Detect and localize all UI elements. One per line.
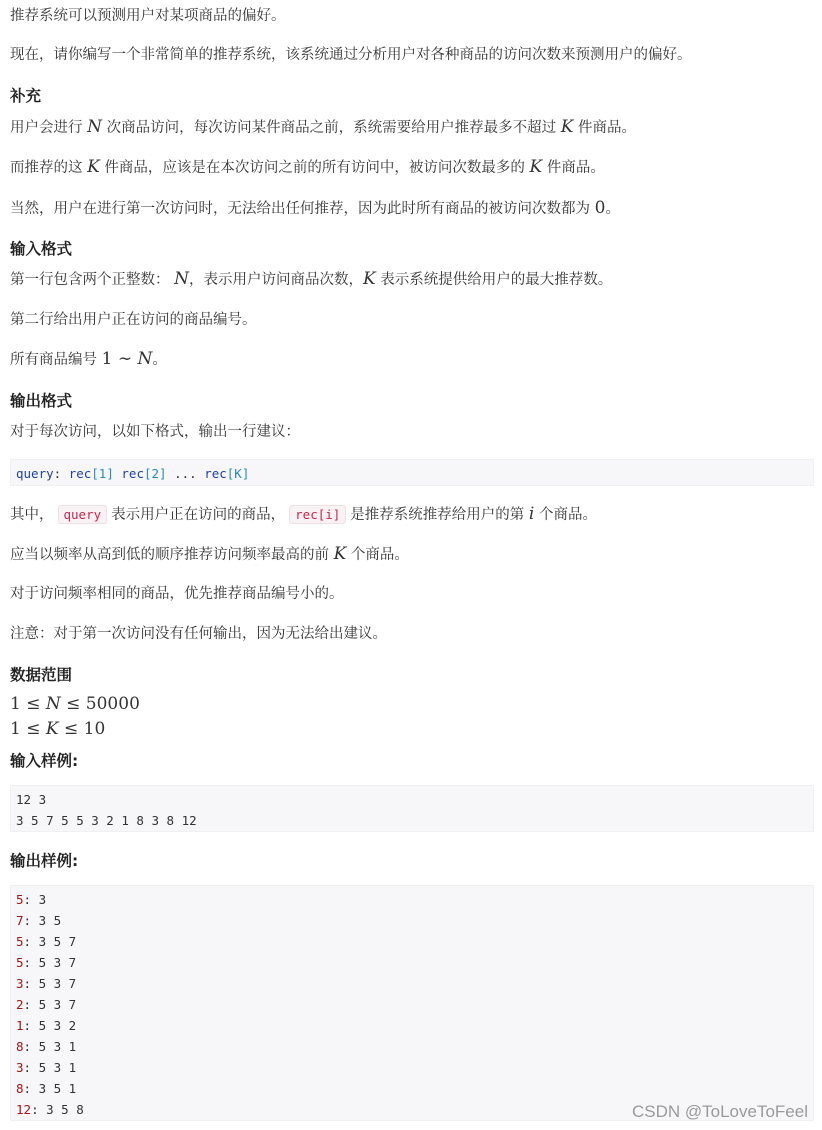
output-format-paragraph-2: 其中， query 表示用户正在访问的商品， rec[i] 是推荐系统推荐给用户的第 i 个商品。 (10, 504, 597, 524)
output-format-code-block (10, 459, 814, 486)
intro-paragraph-2: 现在，请你编写一个非常简单的推荐系统，该系统通过分析用户对各种商品的访问次数来预测用户的偏好。 (10, 47, 692, 63)
math-n: N (137, 349, 153, 369)
math-k: K (45, 719, 59, 739)
code-line: 2: 5 3 7 (16, 997, 77, 1012)
code-line: 5: 3 5 7 (16, 934, 77, 949)
math-k: K (560, 117, 574, 137)
supplement-paragraph-2: 而推荐的这 K 件商品，应该是在本次访问之前的所有访问中，被访问次数最多的 K 件商品。 (10, 157, 605, 177)
math-range: 1 ∼ (101, 349, 138, 369)
code-line: 1: 5 3 2 (16, 1018, 77, 1033)
math-k: K (529, 157, 543, 177)
inline-code-rec: rec[i] (289, 505, 346, 524)
output-format-heading: 输出格式 (10, 392, 73, 410)
output-format-paragraph-4: 对于访问频率相同的商品，优先推荐商品编号小的。 (10, 586, 344, 602)
code-line: query: rec[1] rec[2] ... rec[K] (16, 466, 250, 481)
input-format-paragraph-1: 第一行包含两个正整数： N，表示用户访问商品次数，K 表示系统提供给用户的最大推荐数。 (10, 269, 613, 289)
intro-paragraph-1: 推荐系统可以预测用户对某项商品的偏好。 (10, 8, 286, 24)
input-format-paragraph-2: 第二行给出用户正在访问的商品编号。 (10, 312, 257, 328)
math-n: N (87, 117, 102, 137)
math-k: K (333, 544, 347, 564)
code-line: 8: 3 5 1 (16, 1081, 77, 1096)
input-format-paragraph-3: 所有商品编号 1 ∼ N。 (10, 349, 167, 369)
math-n: N (174, 269, 189, 289)
input-format-heading: 输入格式 (10, 240, 73, 258)
sample-input-code-block (10, 785, 814, 832)
math-zero: 0 (594, 198, 606, 218)
data-range-line-2: 1 ≤ K ≤ 10 (10, 719, 106, 739)
math-n: N (45, 694, 61, 714)
code-line: 12 3 (16, 792, 47, 807)
code-line: 3: 5 3 1 (16, 1060, 77, 1075)
supplement-paragraph-3: 当然，用户在进行第一次访问时，无法给出任何推荐，因为此时所有商品的被访问次数都为 0。 (10, 198, 620, 218)
math-i: i (528, 504, 535, 524)
code-line: 7: 3 5 (16, 913, 62, 928)
math-k: K (362, 269, 376, 289)
code-line: 8: 5 3 1 (16, 1039, 77, 1054)
data-range-line-1: 1 ≤ N ≤ 50000 (10, 694, 140, 714)
sample-output-code-block (10, 885, 814, 1121)
inline-code-query: query (58, 505, 108, 524)
code-line: 5: 3 (16, 892, 47, 907)
code-line: 3: 5 3 7 (16, 976, 77, 991)
sample-output-heading: 输出样例: (10, 852, 79, 870)
code-line: 5: 5 3 7 (16, 955, 77, 970)
output-format-paragraph-5: 注意：对于第一次访问没有任何输出，因为无法给出建议。 (10, 626, 387, 642)
math-k: K (87, 157, 100, 177)
code-line: 3 5 7 5 5 3 2 1 8 3 8 12 (16, 813, 197, 828)
supplement-heading: 补充 (10, 87, 42, 105)
sample-input-heading: 输入样例: (10, 752, 79, 770)
csdn-watermark: CSDN @ToLoveToFeel (632, 1102, 808, 1121)
output-format-paragraph-1: 对于每次访问，以如下格式，输出一行建议： (10, 424, 300, 440)
code-line: 12: 3 5 8 (16, 1102, 84, 1117)
supplement-paragraph-1: 用户会进行 N 次商品访问，每次访问某件商品之前，系统需要给用户推荐最多不超过 K 件商品。 (10, 117, 637, 137)
output-format-paragraph-3: 应当以频率从高到低的顺序推荐访问频率最高的前 K 个商品。 (10, 544, 409, 564)
data-range-heading: 数据范围 (10, 666, 73, 684)
